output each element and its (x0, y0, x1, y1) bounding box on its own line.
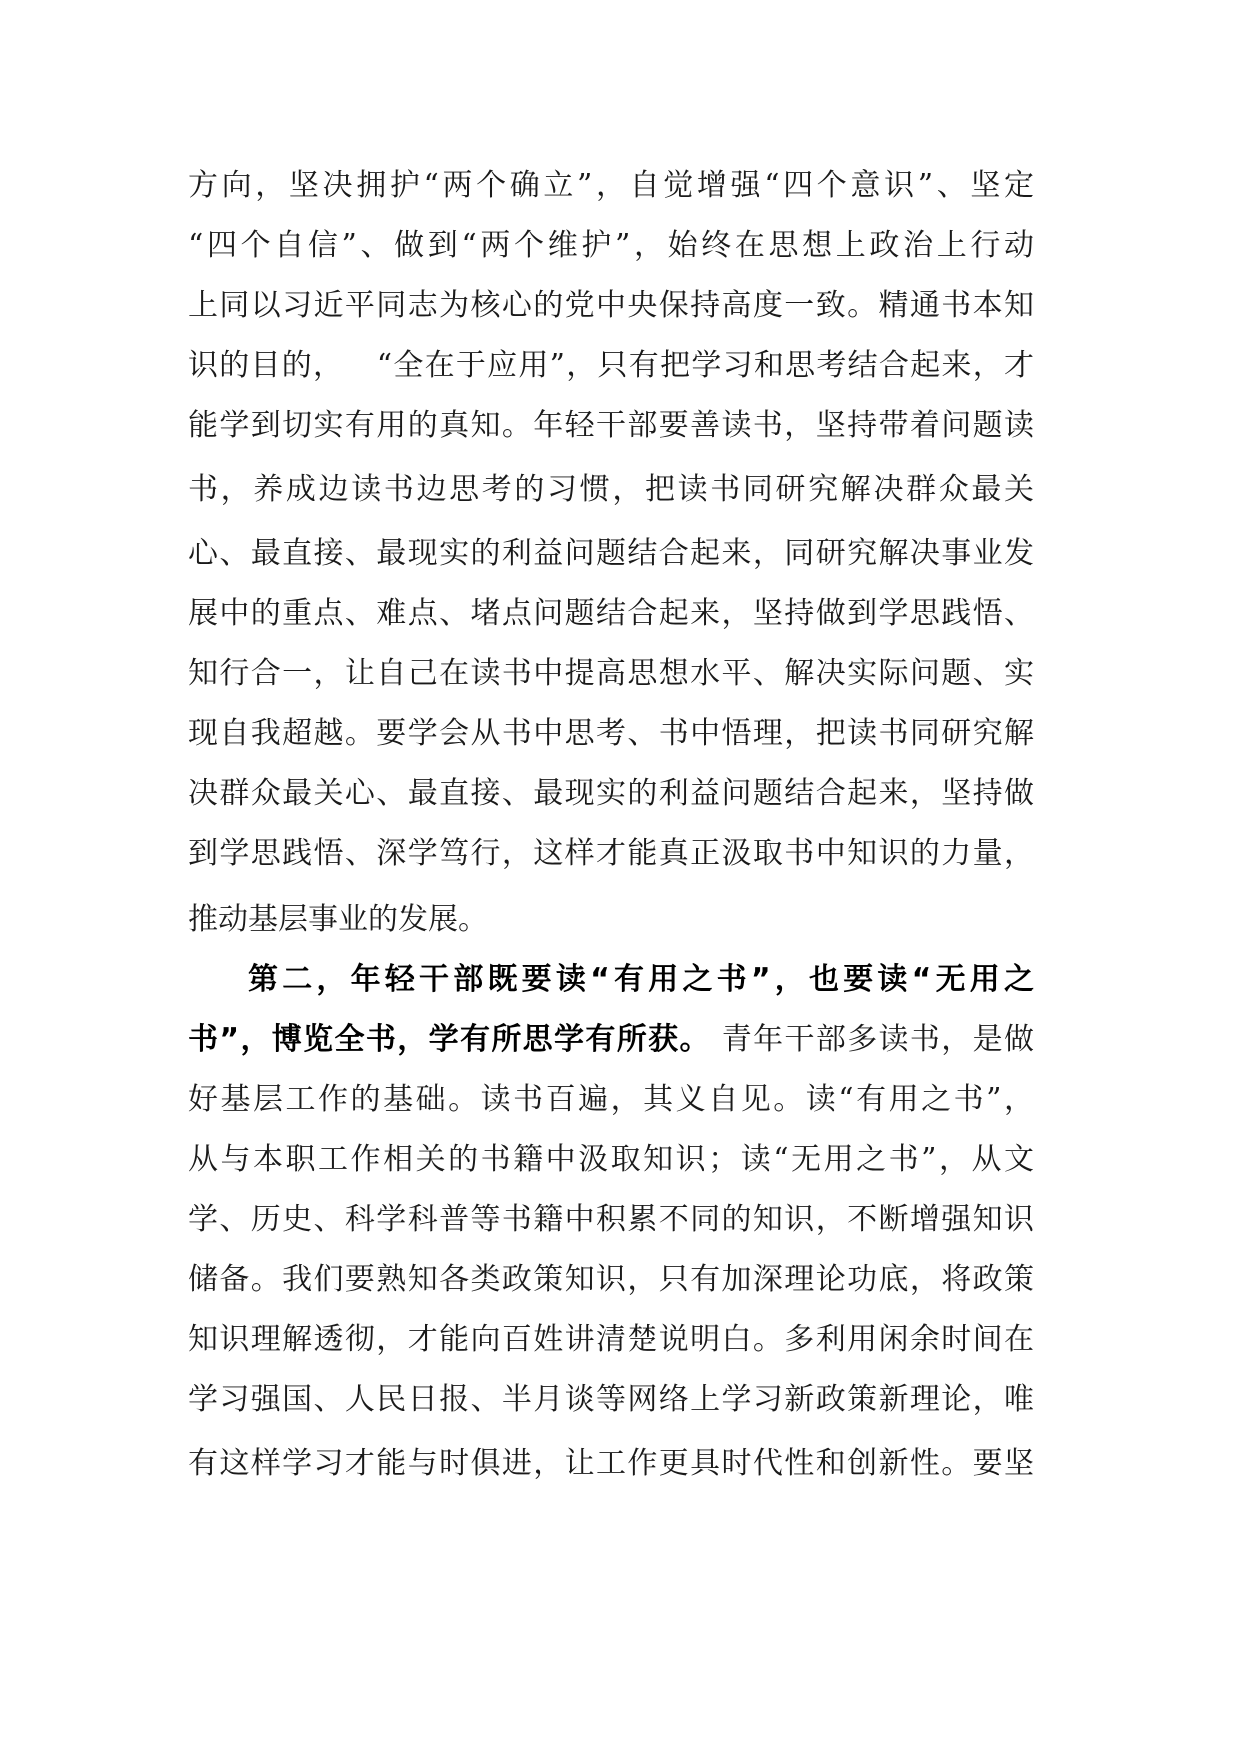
body-line-16: 学、历史、科学科普等书籍中积累不同的知识，不断增强知识 (188, 1202, 1034, 1237)
section-heading-bold-text: 书”，博览全书，学有所思学有所获。 (188, 1022, 711, 1057)
body-line-6: 书，养成边读书边思考的习惯，把读书同研究解决群众最关 (188, 472, 1034, 507)
body-line-12: 到学思践悟、深学笃行，这样才能真正汲取书中知识的力量， (188, 836, 1034, 871)
body-line-19: 学习强国、人民日报、半月谈等网络上学习新政策新理论，唯 (188, 1382, 1034, 1417)
section-heading-line-2 (188, 1016, 1034, 1064)
body-line-3: 上同以习近平同志为核心的党中央保持高度一致。精通书本知 (188, 288, 1034, 323)
body-line-4: 识的目的， “全在于应用”，只有把学习和思考结合起来，才 (188, 348, 1034, 383)
body-line-11: 决群众最关心、最直接、最现实的利益问题结合起来，坚持做 (188, 776, 1034, 811)
body-line-14: 好基层工作的基础。读书百遍，其义自见。读“有用之书”， (188, 1082, 1034, 1117)
body-line-18: 知识理解透彻，才能向百姓讲清楚说明白。多利用闲余时间在 (188, 1322, 1034, 1357)
body-line-15: 从与本职工作相关的书籍中汲取知识；读“无用之书”，从文 (188, 1142, 1034, 1177)
body-line-5: 能学到切实有用的真知。年轻干部要善读书，坚持带着问题读 (188, 408, 1034, 443)
body-line-1: 方向，坚决拥护“两个确立”，自觉增强“四个意识”、坚定 (188, 168, 1034, 203)
body-line-13: 推动基层事业的发展。 (188, 902, 488, 937)
body-line-7: 心、最直接、最现实的利益问题结合起来，同研究解决事业发 (188, 536, 1034, 571)
section-intro-text: 青年干部多读书，是做 (710, 1022, 1035, 1057)
body-line-17: 储备。我们要熟知各类政策知识，只有加深理论功底，将政策 (188, 1262, 1034, 1297)
body-line-9: 知行合一，让自己在读书中提高思想水平、解决实际问题、实 (188, 656, 1034, 691)
body-line-20: 有这样学习才能与时俱进，让工作更具时代性和创新性。要坚 (188, 1446, 1034, 1481)
body-line-10: 现自我超越。要学会从书中思考、书中悟理，把读书同研究解 (188, 716, 1034, 751)
body-line-8: 展中的重点、难点、堵点问题结合起来，坚持做到学思践悟、 (188, 596, 1034, 631)
section-heading-line-1: 第二，年轻干部既要读“有用之书”，也要读“无用之 (248, 962, 1034, 997)
body-line-2: “四个自信”、做到“两个维护”，始终在思想上政治上行动 (188, 228, 1034, 263)
